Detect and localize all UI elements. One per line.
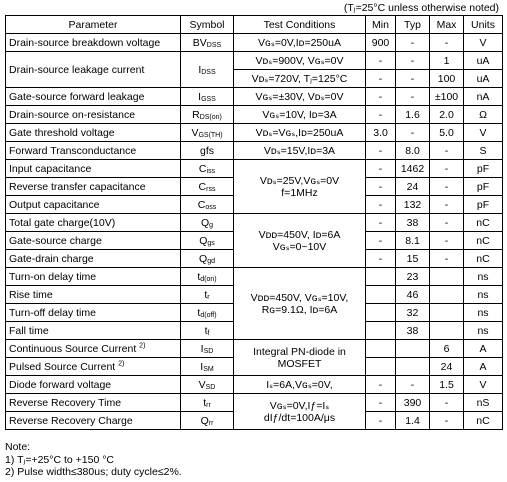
max-cell: - [430,412,464,430]
symbol-main: I [200,360,204,373]
param-label: Pulsed Source Current [9,360,116,373]
symbol-main: gfs [199,144,214,157]
condition-line: Vᴅᴅ=450V, Vɢₛ=10V, [250,291,349,304]
symbol-main: Q [200,414,209,427]
typ-cell: 1462 [396,160,430,178]
max-cell [430,268,464,286]
param-cell [6,160,181,178]
typ-cell: 390 [396,394,430,412]
symbol-cell [181,376,234,394]
unit-cell: nC [464,214,503,232]
min-cell: - [366,412,396,430]
conditions-note: (Tⱼ=25°C unless otherwise noted) [343,2,499,14]
max-cell: 1.5 [430,376,464,394]
max-cell: - [430,394,464,412]
symbol-cell [181,160,234,178]
param-cell [6,250,181,268]
symbol-sub: SM [203,365,214,373]
table-row [6,394,503,412]
symbol-cell [181,322,234,340]
param-cell [6,142,181,160]
param-cell [6,340,181,358]
symbol-main: t [203,396,207,409]
gate-charge-conditions [234,214,366,268]
table-row [6,124,503,142]
param-label: Gate-drain charge [9,252,94,265]
min-cell: - [366,88,396,106]
symbol-main: t [204,288,208,301]
condition-line: f=1MHz [281,186,318,199]
condition-line: Rɢ=9.1Ω, Iᴅ=6A [261,303,338,316]
symbol-cell [181,142,234,160]
table-row [6,52,503,70]
param-cell [6,214,181,232]
table-row [6,34,503,52]
unit-cell: A [464,358,503,376]
param-label: Rise time [9,288,53,301]
param-label: Reverse Recovery Charge [9,414,133,427]
condition-cell: Vɢₛ=±30V, Vᴅₛ=0V [234,88,366,106]
typ-cell: 38 [396,214,430,232]
max-cell: 1 [430,52,464,70]
typ-cell: - [396,88,430,106]
typ-cell: 1.6 [396,106,430,124]
param-cell [6,286,181,304]
param-label: Output capacitance [9,198,100,211]
symbol-main: Q [199,252,208,265]
symbol-cell [181,268,234,286]
symbol-sub: gd [207,257,215,265]
symbol-main: Q [200,216,210,229]
header-max: Max [430,16,464,34]
min-cell: - [366,376,396,394]
unit-cell: S [464,142,503,160]
unit-cell: V [464,376,503,394]
max-cell: 24 [430,358,464,376]
symbol-main: C [198,180,207,193]
symbol-sub: SD [203,347,214,355]
symbol-main: Q [199,234,208,247]
max-cell [430,322,464,340]
symbol-cell [181,412,234,430]
symbol-main: t [197,306,201,319]
typ-cell: 8.1 [396,232,430,250]
symbol-sub: GSS [201,95,216,103]
symbol-sub: DS(on) [199,113,222,121]
table-row [6,214,503,232]
table-body [6,34,503,430]
symbol-sub: gs [207,239,215,247]
symbol-sub: oss [205,203,217,211]
header-symbol: Symbol [181,16,234,34]
param-label: Total gate charge(10V) [9,216,116,229]
max-cell: - [430,250,464,268]
unit-cell: pF [464,160,503,178]
max-cell [430,286,464,304]
symbol-cell [181,304,234,322]
min-cell: - [366,196,396,214]
symbol-sub: d(off) [200,311,217,319]
table-row [6,376,503,394]
param-label: Continuous Source Current [9,342,137,355]
unit-cell: Ω [464,106,503,124]
typ-cell: 23 [396,268,430,286]
symbol-cell [181,124,234,142]
symbol-cell [181,394,234,412]
symbol-cell [181,52,234,88]
recovery-conditions [234,394,366,430]
max-cell: 2.0 [430,106,464,124]
symbol-sub: r [207,293,210,301]
condition-cell: Vᴅₛ=15V,Iᴅ=3A [234,142,366,160]
symbol-sub: DSS [206,41,222,49]
param-label: Gate threshold voltage [9,126,115,139]
symbol-main: R [192,108,200,121]
condition-cell: Iₛ=6A,Vɢₛ=0V, [234,376,366,394]
condition-line: dIƒ/dt=100A/μs [263,411,336,424]
min-cell [366,268,396,286]
max-cell: - [430,232,464,250]
symbol-sub: iss [206,167,216,175]
unit-cell: pF [464,178,503,196]
param-cell [6,34,181,52]
max-cell: - [430,196,464,214]
max-cell: 5.0 [430,124,464,142]
min-cell: - [366,214,396,232]
unit-cell: nC [464,232,503,250]
header-test-conditions: Test Conditions [234,16,366,34]
typ-cell: 46 [396,286,430,304]
table-row [6,106,503,124]
typ-cell: - [396,376,430,394]
diode-conditions [234,340,366,376]
param-cell [6,268,181,286]
param-cell [6,88,181,106]
max-cell: 100 [430,70,464,88]
min-cell: - [366,178,396,196]
param-cell [6,412,181,430]
symbol-cell [181,34,234,52]
unit-cell: nC [464,412,503,430]
symbol-cell [181,250,234,268]
typ-cell: 1.4 [396,412,430,430]
param-label: Reverse Recovery Time [9,396,122,409]
symbol-cell [181,340,234,358]
param-label: Forward Transconductance [9,144,137,157]
min-cell [366,322,396,340]
param-label: Fall time [9,324,49,337]
symbol-sub: rr [208,419,214,427]
unit-cell: nA [464,88,503,106]
table-row [6,268,503,286]
unit-cell: pF [464,196,503,214]
min-cell [366,304,396,322]
condition-cell: Vᴅₛ=Vɢₛ,Iᴅ=250uA [234,124,366,142]
symbol-main: V [191,126,199,139]
condition-line: Integral PN-diode in [253,345,346,358]
table-row [6,88,503,106]
param-cell [6,304,181,322]
unit-cell: V [464,124,503,142]
symbol-main: I [200,342,204,355]
max-cell: - [430,160,464,178]
param-label: Turn-off delay time [9,306,96,319]
min-cell: 3.0 [366,124,396,142]
typ-cell: - [396,34,430,52]
min-cell: - [366,232,396,250]
symbol-main: C [197,198,206,211]
notes-title: Note: [5,441,31,453]
min-cell: - [366,52,396,70]
symbol-cell [181,214,234,232]
param-label: Turn-on delay time [9,270,97,283]
table-row [6,340,503,358]
max-cell: - [430,34,464,52]
max-cell: ±100 [430,88,464,106]
table-row [6,142,503,160]
min-cell [366,358,396,376]
min-cell: - [366,250,396,268]
min-cell: 900 [366,34,396,52]
symbol-sub: g [209,221,214,229]
symbol-main: t [204,324,208,337]
unit-cell: V [464,34,503,52]
symbol-main: I [198,63,202,76]
symbol-main: BV [192,36,207,49]
header-min: Min [366,16,396,34]
symbol-cell [181,232,234,250]
symbol-sub: rss [206,185,216,193]
typ-cell: - [396,124,430,142]
symbol-main: I [198,90,202,103]
symbol-sub: SD [205,383,216,391]
param-cell [6,178,181,196]
capacitance-conditions [234,160,366,214]
param-label: Gate-source forward leakage [9,90,145,103]
symbol-sub: GS(TH) [198,131,223,139]
symbol-cell [181,106,234,124]
param-label: Gate-source charge [9,234,102,247]
symbol-cell [181,358,234,376]
param-label: Input capacitance [9,162,92,175]
symbol-cell [181,88,234,106]
table-row [6,160,503,178]
min-cell: - [366,106,396,124]
param-cell [6,232,181,250]
unit-cell: ns [464,286,503,304]
unit-cell: uA [464,70,503,88]
header-typ: Typ [396,16,430,34]
symbol-sub: rr [206,401,211,409]
characteristics-table [5,15,503,430]
unit-cell: nS [464,394,503,412]
unit-cell: ns [464,322,503,340]
symbol-cell [181,286,234,304]
unit-cell: nC [464,250,503,268]
condition-line: Vᴅₛ=25V,Vɢₛ=0V [259,174,340,187]
symbol-sub: DSS [201,68,216,76]
min-cell: - [366,142,396,160]
param-cell [6,196,181,214]
condition-cell: Vᴅₛ=900V, Vɢₛ=0V [234,52,366,70]
param-label: Drain-source breakdown voltage [9,36,161,49]
unit-cell: uA [464,52,503,70]
min-cell: - [366,160,396,178]
notes [5,441,182,479]
param-cell [6,52,181,88]
typ-cell: - [396,70,430,88]
header-units: Units [464,16,503,34]
param-cell [6,124,181,142]
condition-line: Vɢₛ=0V,Iƒ=Iₛ [269,399,330,412]
note-2: 2) Pulse width≤380us; duty cycle≤2%. [5,466,182,479]
condition-line: Vɢₛ=0~10V [272,240,327,253]
note-1: 1) Tⱼ=+25°C to +150 °C [5,453,114,466]
symbol-sub: d(on) [200,275,217,283]
max-cell: - [430,142,464,160]
max-cell: 6 [430,340,464,358]
max-cell: - [430,178,464,196]
symbol-main: t [197,270,201,283]
param-cell [6,106,181,124]
header-parameter: Parameter [6,16,181,34]
condition-line: MOSFET [277,357,322,370]
symbol-cell [181,196,234,214]
condition-cell: Vɢₛ=0V,Iᴅ=250uA [234,34,366,52]
typ-cell: - [396,52,430,70]
condition-line: Vᴅᴅ=450V, Iᴅ=6A [258,228,341,241]
typ-cell: 132 [396,196,430,214]
param-cell [6,394,181,412]
header-row [6,16,503,34]
param-cell [6,322,181,340]
unit-cell: A [464,340,503,358]
unit-cell: ns [464,304,503,322]
min-cell: - [366,394,396,412]
param-footnote-ref: 2) [118,360,125,367]
symbol-cell [181,178,234,196]
min-cell [366,340,396,358]
typ-cell: 24 [396,178,430,196]
param-label: Diode forward voltage [9,378,112,391]
min-cell [366,286,396,304]
symbol-sub: f [207,329,210,337]
symbol-main: V [198,378,206,391]
max-cell: - [430,214,464,232]
symbol-main: C [198,162,207,175]
typ-cell: 32 [396,304,430,322]
param-label: Reverse transfer capacitance [9,180,146,193]
max-cell [430,304,464,322]
min-cell: - [366,70,396,88]
param-footnote-ref: 2) [139,342,146,349]
condition-cell: Vᴅₛ=720V, Tⱼ=125°C [234,70,366,88]
condition-cell: Vɢₛ=10V, Iᴅ=3A [234,106,366,124]
param-label: Drain-source leakage current [9,63,145,76]
typ-cell [396,340,430,358]
unit-cell: ns [464,268,503,286]
param-cell [6,358,181,376]
typ-cell: 8.0 [396,142,430,160]
param-cell [6,376,181,394]
param-label: Drain-source on-resistance [9,108,136,121]
typ-cell [396,358,430,376]
typ-cell: 38 [396,322,430,340]
typ-cell: 15 [396,250,430,268]
switching-conditions [234,268,366,340]
